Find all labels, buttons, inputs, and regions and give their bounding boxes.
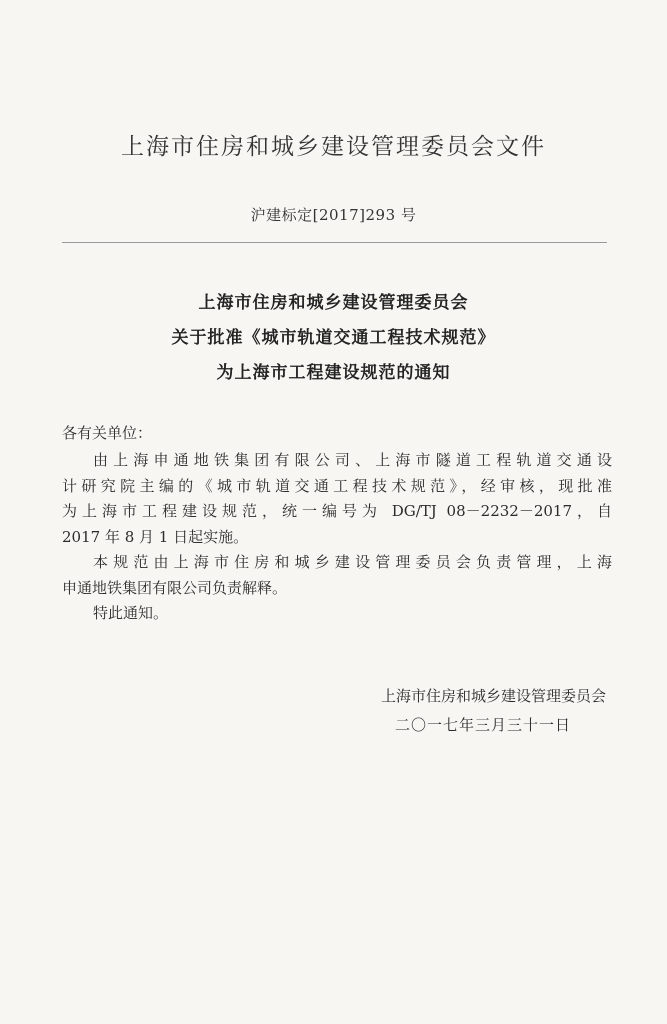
- paragraph-1-line-2: 计研究院主编的《城市轨道交通工程技术规范》，经审核，现批准: [62, 476, 612, 495]
- issuer-header-title: 上海市住房和城乡建设管理委员会文件: [121, 134, 546, 160]
- notice-title: [0, 286, 667, 391]
- paragraph-2-line-2: 申通地铁集团有限公司负责解释。: [62, 578, 288, 597]
- paragraph-1-line-1: 由上海申通地铁集团有限公司、上海市隧道工程轨道交通设: [93, 451, 612, 469]
- header-divider: [62, 242, 607, 243]
- notice-title-line-1: 上海市住房和城乡建设管理委员会: [198, 293, 469, 313]
- paragraph-3: 特此通知。: [93, 604, 169, 622]
- document-number: 沪建标定[2017]293 号: [250, 206, 417, 224]
- notice-body: [62, 448, 612, 627]
- salutation: 各有关单位：: [62, 424, 153, 442]
- notice-title-line-2: 关于批准《城市轨道交通工程技术规范》: [171, 328, 496, 348]
- notice-title-line-3: 为上海市工程建设规范的通知: [216, 363, 451, 383]
- paragraph-1-line-3: 为上海市工程建设规范，统一编号为 DG/TJ 08－2232－2017，自: [62, 502, 612, 520]
- signature-organization: 上海市住房和城乡建设管理委员会: [380, 687, 606, 705]
- signature-block: [320, 682, 612, 740]
- paragraph-2-line-1: 本规范由上海市住房和城乡建设管理委员会负责管理，上海: [93, 553, 612, 571]
- signature-date: 二〇一七年三月三十一日: [394, 716, 571, 734]
- paragraph-1-line-4: 2017 年 8 月 1 日起实施。: [62, 527, 249, 546]
